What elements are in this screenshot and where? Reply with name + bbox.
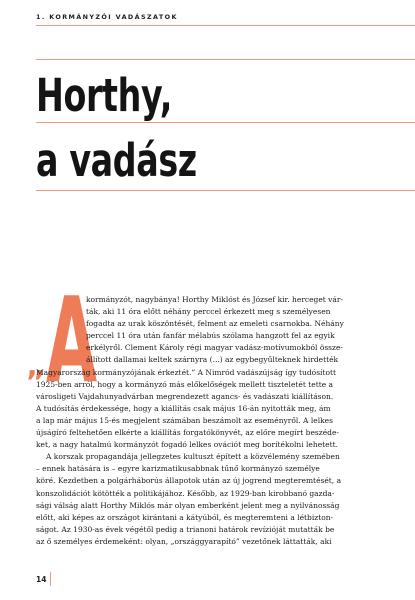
body-line: – ennek hatására is – egyre karizmatikusabbnak tűnő kormányzó személye [36,464,320,474]
body-line: a lap már május 15-és megjelent számában beszámolt az eseményről. A lelkes [36,415,333,425]
body-line: újságíró feltehetően elkérte a kiállítás forgatókönyvét, az előre megírt beszéde- [36,428,339,438]
chapter-label: 1. KORMÁNYZÓI VADÁSZATOK [36,13,178,21]
body-line: ket, a nagy hatalmú kormányzót fogadó lelkes ovációt meg borítékolni lehetett. [36,440,338,450]
body-line: 1925-ben arról, hogy a kormányzó más előkelőségek mellett tiszteletét tette a [36,379,334,389]
body-line: konszolidációt kötötték a politikájához. Később, az 1929-ban kirobbanó gazda- [36,488,335,498]
body-line: ták, aki 11 óra előtt néhány perccel érkezett meg s személyesen [86,307,331,317]
header-rule [36,25,415,26]
page-number-rule [50,572,51,586]
body-line: az ő személyes érdemeként: olyan, „országgyarapító” vezetőnek láttatták, aki [36,536,332,546]
body-line: Magyarország kormányzójának érkeztét.” A Nimród vadászújság így tudósított [36,367,337,377]
title-line-1: Horthy, [36,69,172,122]
body-line: ságot. Az 1930-as évek végétől pedig a trianoni határok revízióját mutatták be [36,524,335,534]
body-line: sági válság alatt Horthy Miklós már olyan emberként jelent meg a nyilvánosság [36,500,340,510]
title-rule-bottom [36,190,415,191]
body-line: köré. Kezdetben a polgárháborús állapotok után az új jogrend megteremtését, a [36,476,342,486]
body-line: perccel 11 óra után fanfár mélabús szólama hangzott fel az egyik [86,331,335,341]
body-line: előtt, aki képes az országot kirántani a kátyúból, és megteremteni a létbizton- [36,512,334,522]
title-rule-top [36,59,415,60]
body-line: állított dallamai keltek szárnyra (...) az egybegyűlteknek hirdették [86,355,339,365]
body-line: A korszak propagandája jellegzetes kultuszt épített a közvélemény szemében [46,452,340,462]
drop-cap: A [46,271,98,409]
body-line: erkélyről. Clement Károly régi magyar vadász-motívumokból össze- [86,343,343,353]
body-line: fogadta az urak köszöntését, felment az emeleti csarnokba. Néhány [86,319,344,329]
title-line-2: a vadász [36,134,197,187]
body-line: kormányzót, nagybánya! Horthy Miklóst és József kir. herceget vár- [86,295,344,304]
page-number: 14 [36,575,47,584]
body-line: A tudósítás érdekessége, hogy a kiállítás csak május 16-án nyitották meg, ám [36,403,331,413]
body-text [36,294,393,548]
title-rule-middle [36,122,415,123]
opening-quote-mark: „ [26,349,46,384]
body-line: városligeti Vajdahunyadvárban megrendezett agancs- és vadászati kiállításon. [36,391,334,401]
